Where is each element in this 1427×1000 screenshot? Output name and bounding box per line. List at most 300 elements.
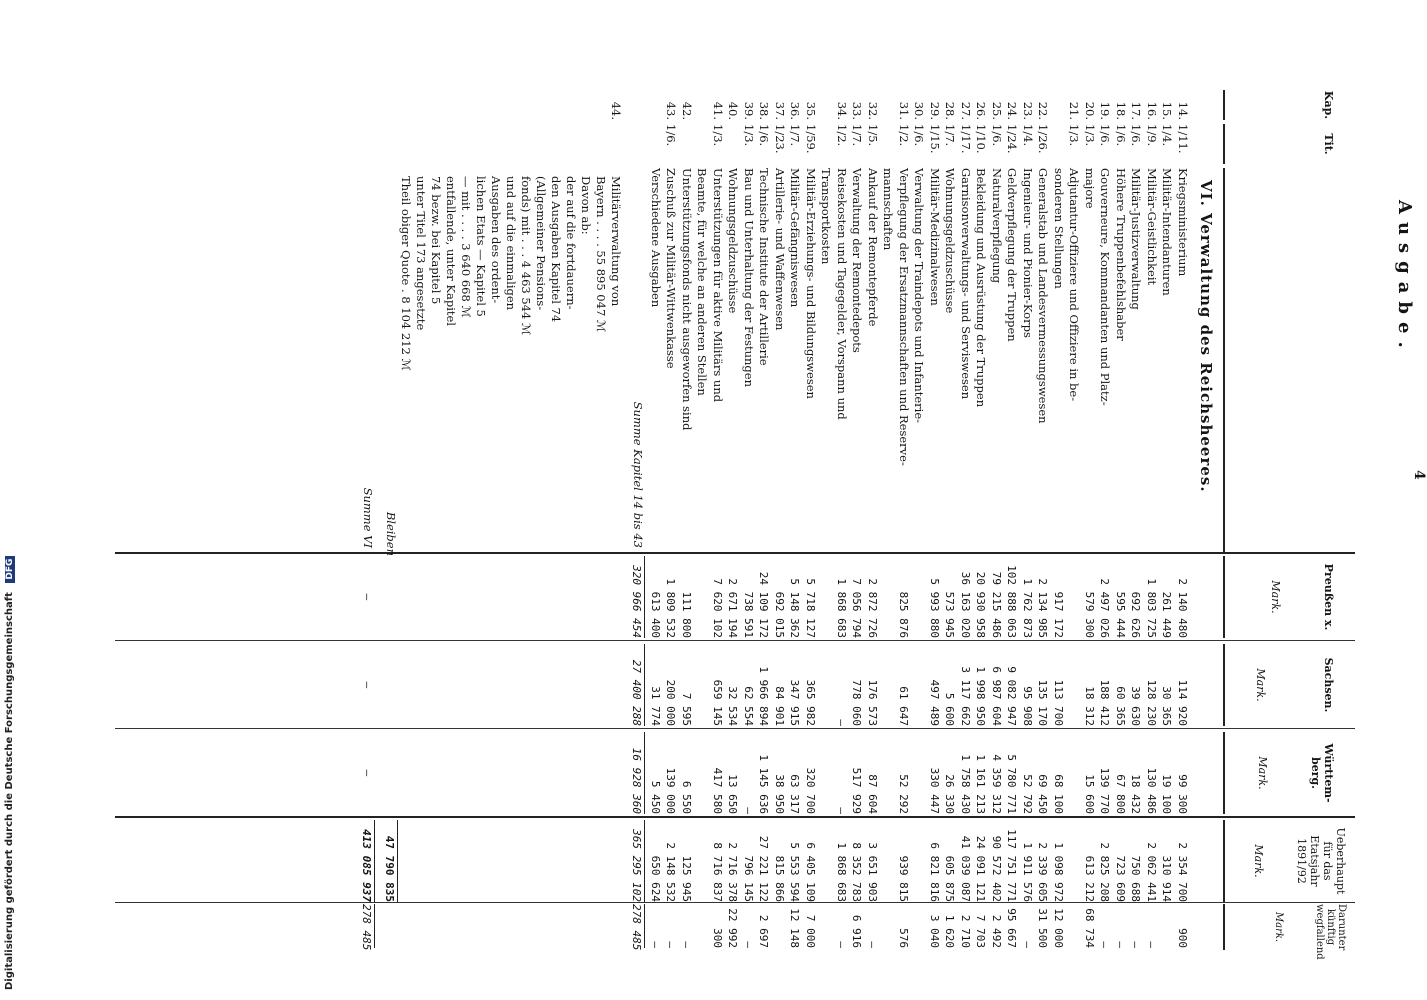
header-sachsen-unit: Mark. <box>1254 668 1267 702</box>
cell-wu: 26 330 <box>943 774 957 814</box>
cell-kap: 42. <box>680 101 694 120</box>
cell-kap: 29. <box>928 101 942 120</box>
cell-pr: 20 930 958 <box>974 571 988 638</box>
cell-pr: 2 497 026 <box>1098 578 1112 638</box>
cell-sa: 84 901 <box>773 686 786 726</box>
footnote-line <box>459 90 474 950</box>
table-row <box>1051 90 1066 950</box>
cell-tit: 1/17. <box>959 124 973 154</box>
cell-sa: 1 998 950 <box>974 666 988 726</box>
cell-to: 2 062 441 <box>1145 842 1158 902</box>
section-title: VI. Verwaltung des Reichsheeres. <box>1197 180 1215 493</box>
cell-pr: 36 163 020 <box>959 571 972 638</box>
table-row <box>1175 90 1190 950</box>
footnote-text: und auf die einmaligen <box>504 176 519 311</box>
footnote-line <box>384 90 399 950</box>
cell-da: — <box>1114 941 1127 948</box>
cell-kap: 25. <box>990 101 1004 120</box>
cell-kap: 14. <box>1176 101 1190 120</box>
cell-wu: 63 317 <box>788 774 802 814</box>
cell-sa: 7 595 <box>680 692 693 726</box>
table-row <box>819 90 834 950</box>
cell-kap: 41. <box>711 101 725 120</box>
cell-tit: 1/6. <box>912 124 927 147</box>
cell-kap: 43. <box>664 101 679 120</box>
table-row <box>664 90 679 950</box>
table-row <box>788 90 803 950</box>
cell-wu: 5 780 771 <box>1005 754 1019 814</box>
cell-desc: Militär-Medizinalwesen <box>928 168 942 306</box>
header-wuerttemberg-unit: Mark. <box>1256 756 1269 790</box>
summe-kapitel-sa: 27 400 288 <box>630 644 646 726</box>
cell-kap: 30. <box>912 101 927 120</box>
page-title: Ausgabe. <box>1394 200 1415 356</box>
cell-pr: 5 148 362 <box>788 578 802 638</box>
cell-sa: 365 982 <box>804 679 817 726</box>
cell-to: 6 821 816 <box>928 842 941 902</box>
cell-tit: 1/6. <box>1098 124 1113 147</box>
cell-wu: 4 359 312 <box>990 754 1003 814</box>
footnote-text: der auf die fortdauern- <box>564 176 579 310</box>
cell-desc: Beamte, für welche an anderen Stellen <box>695 168 710 396</box>
table-row <box>710 90 725 950</box>
cell-sa: 39 630 <box>1129 686 1143 726</box>
table-row <box>912 90 927 950</box>
header-preussen <box>1223 556 1355 638</box>
table-row <box>695 90 710 950</box>
cell-sa: 188 412 <box>1098 679 1112 726</box>
cell-tit: 1/7. <box>788 124 803 147</box>
summe-kapitel-row <box>631 90 646 950</box>
cell-kap: 15. <box>1160 101 1175 120</box>
cell-to: 939 815 <box>897 855 910 902</box>
cell-pr: 1 803 725 <box>1145 578 1158 638</box>
cell-tit: 1/3. <box>711 124 725 147</box>
footnote-text: — mit . . . . 3 640 668 ℳ <box>459 176 474 318</box>
cell-pr: 2 134 985 <box>1036 578 1050 638</box>
cell-to: 723 609 <box>1114 855 1127 902</box>
cell-pr: 5 718 127 <box>804 578 817 638</box>
cell-wu: 19 100 <box>1160 774 1174 814</box>
footnote-line <box>579 90 594 950</box>
cell-desc: Höhere Truppenbefehlshaber <box>1114 168 1128 341</box>
cell-tit: 1/4. <box>1021 124 1035 147</box>
bleiben-total: 47 790 835 <box>383 820 399 902</box>
footnote-text: fonds) mit . . . 4 463 544 ℳ <box>519 176 534 336</box>
cell-desc: Unterstützungsfonds nicht ausgeworfen sind <box>680 168 694 431</box>
cell-to: 796 145 <box>742 855 755 902</box>
cell-sa: 61 647 <box>897 686 910 726</box>
cell-desc: Unterstützungen für aktive Militärs und <box>711 168 725 403</box>
cell-wu: 69 450 <box>1036 774 1050 814</box>
cell-da: — <box>866 941 879 948</box>
table-row <box>757 90 772 950</box>
table-row <box>1129 90 1144 950</box>
summe-vi-da: 278 485 <box>360 904 374 951</box>
table-row <box>741 90 756 950</box>
footnote-text: Militärverwaltung von <box>609 176 624 307</box>
header-ueberhaupt-label: Ueberhaupt für das Etatsjahr 1891/92 <box>1295 827 1347 895</box>
cell-desc: Militär-Intendanturen <box>1160 168 1175 296</box>
cell-desc: sonderen Stellungen <box>1052 168 1066 289</box>
cell-desc: Reisekosten und Tagegelder, Vorspann und <box>835 168 849 420</box>
cell-to: 6 405 109 <box>804 842 817 902</box>
cell-sa: — <box>835 719 848 726</box>
table-row <box>1082 90 1097 950</box>
cell-kap: 23. <box>1021 101 1035 120</box>
cell-desc: Militär-Geistlichkeit <box>1145 168 1159 286</box>
cell-sa: 113 700 <box>1052 679 1065 726</box>
cell-sa: 5 600 <box>943 692 957 726</box>
cell-desc: Ingenieur- und Pionier-Korps <box>1021 168 1035 338</box>
cell-kap: 28. <box>943 101 958 120</box>
cell-kap: 40. <box>726 101 741 120</box>
footnote-text: Davon ab: <box>579 176 594 235</box>
cell-tit: 1/2. <box>897 124 911 147</box>
cell-desc: Technische Institute der Artillerie <box>757 168 772 366</box>
cell-sa: 176 573 <box>866 679 879 726</box>
cell-wu: 130 486 <box>1145 767 1158 814</box>
table-row <box>989 90 1004 950</box>
cell-pr: 5 993 880 <box>928 578 941 638</box>
header-preussen-unit: Mark. <box>1269 580 1282 614</box>
cell-pr: 1 809 532 <box>664 578 678 638</box>
header-preussen-label: Preußen x. <box>1322 563 1335 631</box>
cell-wu: — <box>742 807 755 814</box>
footnote-text: (Allgemeiner Pensions- <box>534 176 549 311</box>
table-row <box>974 90 989 950</box>
cell-sa: 31 774 <box>649 686 662 726</box>
cell-pr: 595 444 <box>1114 591 1127 638</box>
cell-desc: Ankauf der Remontepferde <box>866 168 880 327</box>
cell-wu: 13 650 <box>726 774 740 814</box>
cell-tit: 1/7. <box>850 124 865 147</box>
cell-kap: 35. <box>804 101 818 120</box>
header-wuerttemberg-label: Württem-berg. <box>1309 743 1335 803</box>
cell-da: 2 492 <box>990 914 1003 948</box>
cell-to: 8 352 783 <box>850 842 864 902</box>
cell-to: 2 354 700 <box>1176 842 1189 902</box>
cell-desc: Verwaltung der Remontedepots <box>850 168 865 353</box>
header-ueberhaupt <box>1223 820 1355 902</box>
cell-da: — <box>649 941 662 948</box>
cell-pr: 692 626 <box>1129 591 1143 638</box>
cell-tit: 1/6. <box>664 124 679 147</box>
table-row <box>772 90 787 950</box>
document-page <box>115 90 1427 960</box>
footnote-line <box>534 90 549 950</box>
cell-kap: 19. <box>1098 101 1113 120</box>
cell-da: — <box>835 941 848 948</box>
cell-da: 1 620 <box>943 914 957 948</box>
cell-to: 27 221 122 <box>757 835 771 902</box>
cell-to: 2 339 605 <box>1036 842 1050 902</box>
cell-desc: Militär-Gefängniswesen <box>788 168 803 308</box>
table-row <box>726 90 741 950</box>
cell-wu: 5 450 <box>649 780 662 814</box>
table-row <box>1113 90 1128 950</box>
header-sachsen-label: Sachsen. <box>1322 657 1335 713</box>
footnote-text: unter Titel 173 angesetzte <box>414 176 429 331</box>
cell-pr: 579 300 <box>1083 591 1096 638</box>
cell-sa: 6 987 604 <box>990 666 1003 726</box>
footnote-line <box>474 90 489 950</box>
cell-kap: 22. <box>1036 101 1051 120</box>
cell-desc: Geldverpflegung der Truppen <box>1005 168 1020 342</box>
table-row <box>896 90 911 950</box>
table-row <box>1067 90 1082 950</box>
cell-kap: 37. <box>773 101 787 120</box>
cell-da: 2 710 <box>959 914 972 948</box>
cell-desc: Generalstab und Landesvermessungswesen <box>1036 168 1051 424</box>
cell-kap: 17. <box>1129 101 1144 120</box>
footnote-kap-number: 44. <box>609 101 624 120</box>
cell-da: — <box>1021 941 1034 948</box>
footnote-line <box>489 90 504 950</box>
cell-da: 6 916 <box>850 914 864 948</box>
header-kap-label: Kap. <box>1322 90 1335 120</box>
cell-wu: 68 100 <box>1052 774 1065 814</box>
cell-pr: 111 800 <box>680 591 693 638</box>
cell-sa: 9 082 947 <box>1005 666 1019 726</box>
footnote-line <box>414 90 429 950</box>
cell-wu: 15 600 <box>1083 774 1096 814</box>
summe-vi-pr: — <box>361 593 375 601</box>
cell-to: 613 212 <box>1083 855 1096 902</box>
table-row <box>1020 90 1035 950</box>
cell-kap: 39. <box>742 101 756 120</box>
cell-tit: 1/6. <box>990 124 1004 147</box>
cell-da: — <box>742 941 755 948</box>
cell-desc: Militär-Justizverwaltung <box>1129 168 1144 310</box>
footnote-text: Ausgaben des ordent- <box>489 176 504 304</box>
cell-da: 12 148 <box>788 908 802 948</box>
cell-desc: Verschiedene Ausgaben <box>649 168 663 308</box>
footnote-line <box>429 90 444 950</box>
cell-sa: 778 060 <box>850 679 864 726</box>
cell-sa: 114 920 <box>1176 679 1189 726</box>
table-row <box>927 90 942 950</box>
header-wuerttemberg <box>1223 732 1355 814</box>
cell-pr: 825 876 <box>897 591 910 638</box>
cell-wu: 1 758 430 <box>959 754 972 814</box>
cell-desc: Adjutantur-Offiziere und Offiziere in be- <box>1067 168 1082 402</box>
cell-desc: Verwaltung der Traindepots und Infanterie- <box>912 168 927 424</box>
cell-wu: 6 550 <box>680 780 693 814</box>
summe-kapitel-da: 278 485 <box>630 904 644 951</box>
cell-pr: 738 591 <box>742 591 755 638</box>
cell-sa: 30 365 <box>1160 686 1174 726</box>
cell-tit: 1/6. <box>757 124 772 147</box>
table-row <box>958 90 973 950</box>
cell-wu: 1 145 636 <box>757 754 771 814</box>
header-darunter-unit: Mark. <box>1273 911 1284 943</box>
footnote-line <box>444 90 459 950</box>
cell-kap: 27. <box>959 101 973 120</box>
summe-vi-to: 413 085 937 <box>360 820 376 902</box>
cell-wu: 52 292 <box>897 774 910 814</box>
cell-pr: 2 140 480 <box>1176 578 1189 638</box>
cell-da: 900 <box>1176 928 1189 948</box>
cell-pr: 692 015 <box>773 591 786 638</box>
cell-kap: 21. <box>1067 101 1082 120</box>
cell-pr: 7 056 794 <box>850 578 864 638</box>
cell-wu: 99 300 <box>1176 774 1189 814</box>
cell-to: 1 911 576 <box>1021 842 1034 902</box>
table-row <box>1036 90 1051 950</box>
cell-to: 5 553 594 <box>788 842 802 902</box>
cell-desc: Transportkosten <box>819 168 834 265</box>
cell-wu: 139 000 <box>664 767 678 814</box>
cell-kap: 34. <box>835 101 849 120</box>
page-number: 4 <box>1411 470 1427 480</box>
header-ueberhaupt-unit: Mark. <box>1252 844 1265 878</box>
cell-tit: 1/2. <box>835 124 849 147</box>
cell-da: — <box>1145 941 1158 948</box>
cell-pr: 917 172 <box>1052 591 1065 638</box>
table-row <box>1005 90 1020 950</box>
dfg-logo: DFG <box>5 556 15 583</box>
cell-sa: 32 534 <box>726 686 740 726</box>
cell-da: 31 500 <box>1036 908 1050 948</box>
cell-sa: 200 000 <box>664 679 678 726</box>
table-row <box>850 90 865 950</box>
cell-desc: Militär-Erziehungs- und Bildungswesen <box>804 168 818 399</box>
cell-wu: 417 580 <box>711 767 724 814</box>
cell-pr: 1 762 873 <box>1021 578 1034 638</box>
header-tit <box>1223 124 1355 164</box>
cell-to: 2 825 208 <box>1098 842 1112 902</box>
cell-da: 300 <box>711 928 724 948</box>
cell-sa: 497 489 <box>928 679 941 726</box>
cell-kap: 26. <box>974 101 989 120</box>
cell-desc: Garnisonverwaltungs- und Serviswesen <box>959 168 973 400</box>
footnote-line <box>549 90 564 950</box>
cell-desc: Zuschuß zur Militär-Wittwenkasse <box>664 168 679 369</box>
cell-wu: 320 700 <box>804 767 817 814</box>
cell-desc: majore <box>1083 168 1097 209</box>
footnote-text: Theil obiger Quote . 8 104 212 ℳ <box>399 176 414 371</box>
cell-da: — <box>664 941 678 948</box>
cell-to: 1 868 683 <box>835 842 848 902</box>
table-row <box>1160 90 1175 950</box>
cell-tit: 1/3. <box>742 124 756 147</box>
table-row <box>881 90 896 950</box>
footnote-line <box>564 90 579 950</box>
footnote-text: Bleiben <box>384 511 399 556</box>
cell-kap: 20. <box>1083 101 1097 120</box>
cell-da: — <box>1129 941 1143 948</box>
table-row <box>834 90 849 950</box>
cell-da: 3 040 <box>928 914 941 948</box>
table-row <box>943 90 958 950</box>
summe-kapitel-to: 365 295 102 <box>630 820 646 902</box>
cell-tit: 1/26. <box>1036 124 1051 154</box>
cell-kap: 36. <box>788 101 803 120</box>
header-darunter-label: Darunter künftig wegfallend <box>1314 904 1347 960</box>
table-row <box>1098 90 1113 950</box>
footnote-line <box>399 90 414 950</box>
cell-to: 605 875 <box>943 855 957 902</box>
cell-sa: 659 145 <box>711 679 724 726</box>
cell-sa: 95 908 <box>1021 686 1034 726</box>
cell-kap: 38. <box>757 101 772 120</box>
cell-desc: Wohnungsgeldzuschüsse <box>726 168 741 314</box>
footer-text: Digitalisierung gefördert durch die Deutsche Forschungsgemeinschaft <box>4 592 15 990</box>
cell-kap: 24. <box>1005 101 1020 120</box>
table-row <box>648 90 663 950</box>
cell-tit: 1/4. <box>1160 124 1175 147</box>
cell-tit: 1/6. <box>1129 124 1144 147</box>
cell-desc: Verpflegung der Ersatzmannschaften und Reserve- <box>897 168 911 466</box>
cell-desc: mannschaften <box>881 168 896 251</box>
cell-tit: 1/7. <box>943 124 958 147</box>
footer-text-wrap <box>4 556 15 990</box>
summe-kapitel-label: Summe Kapitel 14 bis 43 <box>631 401 646 548</box>
cell-to: 8 716 837 <box>711 842 724 902</box>
cell-da: 2 697 <box>757 914 771 948</box>
cell-desc: Bau und Unterhaltung der Festungen <box>742 168 756 387</box>
cell-pr: 261 449 <box>1160 591 1174 638</box>
cell-kap: 16. <box>1145 101 1159 120</box>
cell-wu: — <box>835 807 848 814</box>
cell-sa: 347 915 <box>788 679 802 726</box>
cell-tit: 1/23. <box>773 124 787 154</box>
cell-tit: 1/6. <box>1114 124 1128 147</box>
footnote-text: 74 bezw. bei Kapitel 5 <box>429 176 444 305</box>
document-stage <box>115 90 1427 960</box>
cell-da: 22 992 <box>726 908 740 948</box>
cell-wu: 18 432 <box>1129 774 1143 814</box>
table-row <box>679 90 694 950</box>
footnote-line <box>519 90 534 950</box>
cell-wu: 38 950 <box>773 774 786 814</box>
cell-kap: 31. <box>897 101 911 120</box>
cell-da: 576 <box>897 928 910 948</box>
cell-da: — <box>680 941 693 948</box>
cell-pr: 7 620 102 <box>711 578 724 638</box>
cell-to: 310 914 <box>1160 855 1174 902</box>
header-darunter <box>1223 904 1355 960</box>
cell-to: 90 572 402 <box>990 835 1003 902</box>
table-row <box>865 90 880 950</box>
summe-kapitel-wu: 16 928 360 <box>630 732 646 814</box>
cell-tit: 1/11. <box>1176 124 1190 154</box>
cell-desc: Kriegsministerium <box>1176 168 1190 277</box>
footnote-line <box>609 90 624 950</box>
cell-to: 815 866 <box>773 855 786 902</box>
header-kap <box>1223 90 1355 120</box>
cell-to: 125 945 <box>680 855 693 902</box>
cell-tit: 1/24. <box>1005 124 1020 154</box>
footnote-line <box>504 90 519 950</box>
summe-vi-wu: — <box>361 769 375 777</box>
cell-sa: 18 312 <box>1083 686 1096 726</box>
cell-to: 24 091 121 <box>974 835 988 902</box>
cell-desc: Artillerie- und Waffenwesen <box>773 168 787 331</box>
footnote-text: entfallende, unter Kapitel <box>444 176 459 326</box>
cell-sa: 128 230 <box>1145 679 1158 726</box>
cell-pr: 24 109 172 <box>757 571 771 638</box>
cell-tit: 1/5. <box>866 124 880 147</box>
cell-tit: 1/59. <box>804 124 818 154</box>
cell-pr: 79 215 486 <box>990 571 1003 638</box>
summe-vi-label: Summe VI <box>361 487 376 548</box>
cell-to: 41 039 087 <box>959 835 972 902</box>
cell-da: 7 000 <box>804 914 817 948</box>
header-sachsen <box>1223 644 1355 726</box>
header-tit-label: Tit. <box>1322 133 1335 155</box>
